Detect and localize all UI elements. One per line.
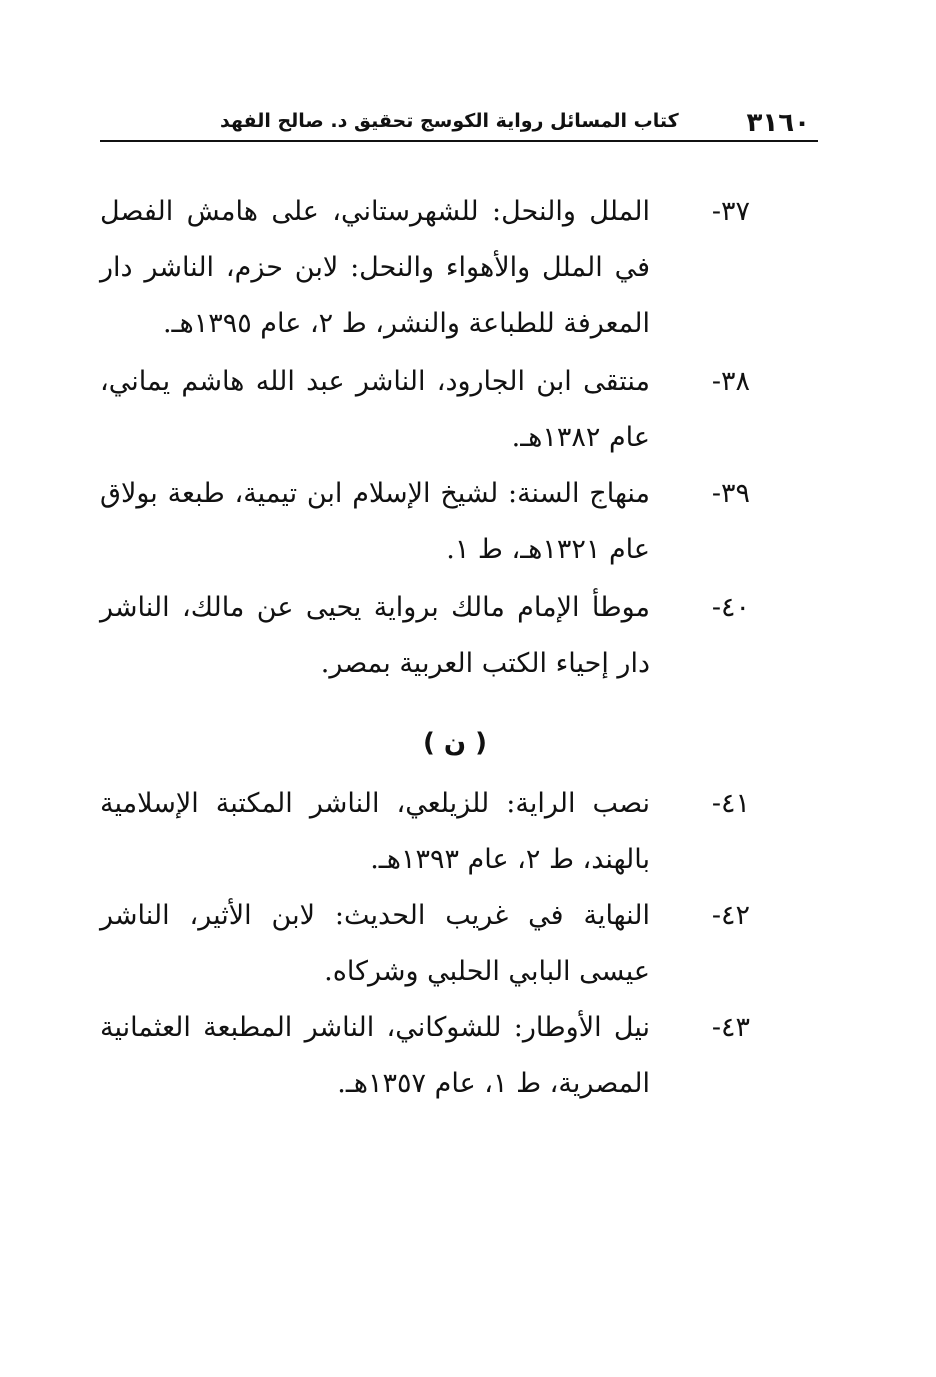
page-number: ٣١٦٠ [746,108,810,138]
entry-number: ٤٢- [711,900,750,931]
entry-number: ٤٣- [711,1012,750,1043]
reference-entry [100,354,818,466]
reference-entry [100,1000,818,1112]
reference-entry [100,888,818,1000]
entry-number: ٤٠- [711,592,750,623]
entry-text: نيل الأوطار: للشوكاني، الناشر المطبعة العثمانية المصرية، ط ١، عام ١٣٥٧هـ. [100,1012,650,1099]
running-title: كتاب المسائل رواية الكوسج تحقيق د. صالح الفهد [220,110,679,132]
page-header [100,100,818,142]
entry-text: منتقى ابن الجارود، الناشر عبد الله هاشم يماني، عام ١٣٨٢هـ. [100,366,650,453]
entry-text: الملل والنحل: للشهرستاني، على هامش الفصل في الملل والأهواء والنحل: لابن حزم، الناشر دار المعرفة للطباعة والنشر، ط ٢، عام ١٣٩٥هـ. [100,196,650,339]
reference-entry [100,466,818,578]
entry-text: النهاية في غريب الحديث: لابن الأثير، الناشر عيسى البابي الحلبي وشركاه. [100,900,650,987]
entry-number: ٣٩- [711,478,750,509]
entry-number: ٤١- [711,788,750,819]
entry-text: نصب الراية: للزيلعي، الناشر المكتبة الإسلامية بالهند، ط ٢، عام ١٣٩٣هـ. [100,788,650,875]
reference-entry [100,184,818,352]
reference-entry [100,776,818,888]
entry-text: موطأ الإمام مالك برواية يحيى عن مالك، الناشر دار إحياء الكتب العربية بمصر. [100,592,650,679]
reference-entry [100,580,818,692]
entry-text: منهاج السنة: لشيخ الإسلام ابن تيمية، طبعة بولاق عام ١٣٢١هـ، ط ١. [100,478,650,565]
entry-number: ٣٨- [711,366,750,397]
entry-number: ٣٧- [711,196,750,227]
section-heading: ( ن ) [422,728,488,758]
